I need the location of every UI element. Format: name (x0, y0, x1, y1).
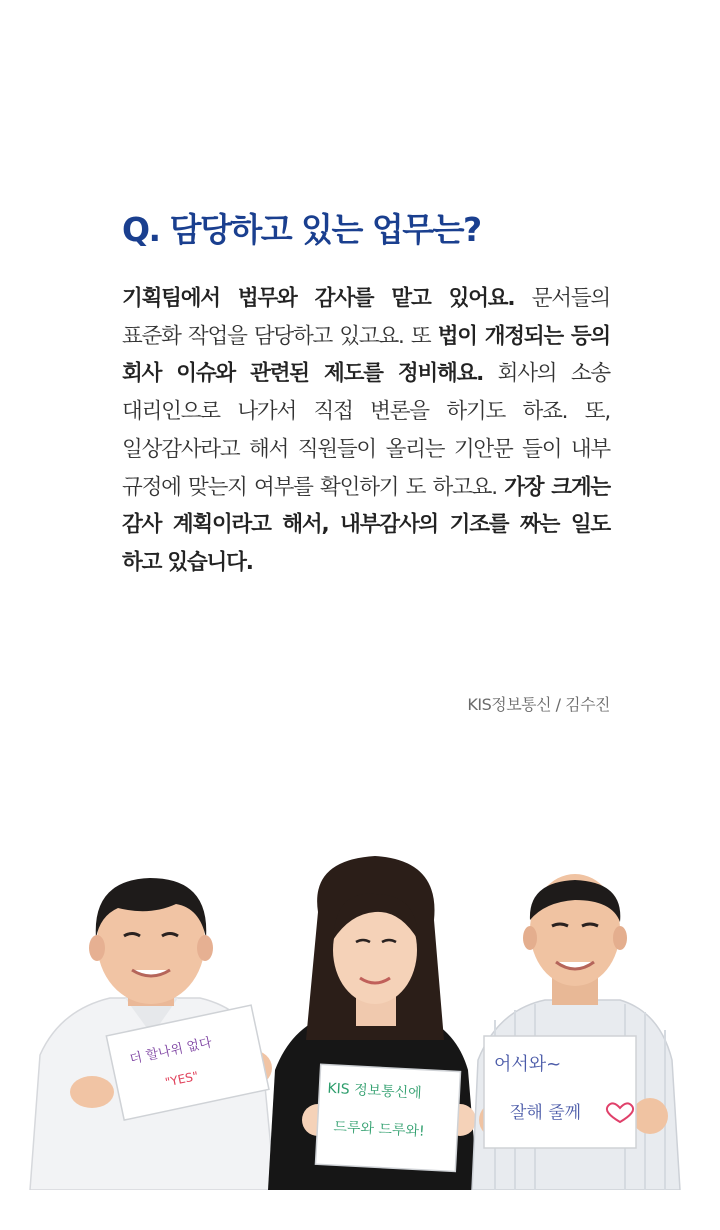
answer-text-2: 회사의 소송 대리인으로 나가서 직접 변론을 하기도 하죠. 또, 일상감사라고 해서 직원들이 올리는 기안문 들이 내부 규정에 맞는지 여부를 확인하기 도 하고요. (122, 361, 610, 500)
question-heading: Q. 담당하고 있는 업무는? (122, 210, 481, 249)
answer-text-1: 문서들의 표준화 작업을 담당하고 있고요. 또 (122, 286, 610, 349)
sign-left-line2: "YES" (163, 1068, 200, 1090)
sign-right-line1: 어서와~ (494, 1054, 562, 1075)
sign-left-line1: 더 할나위 없다 (128, 1035, 214, 1068)
sign-right-line2: 잘해 줄께 (510, 1103, 582, 1123)
answer-paragraph (122, 280, 610, 582)
sign-right (484, 1036, 636, 1148)
bottom-whitespace (0, 1190, 720, 1230)
answer-bold-2: 법이 개정되는 등의 회사 이슈와 관련된 제도를 정비해요. (122, 323, 610, 387)
author-credit: KIS정보통신 / 김수진 (467, 695, 610, 714)
staff-photo (0, 820, 720, 1190)
qa-section (122, 200, 610, 582)
sign-middle-line1: KIS 정보통신에 (327, 1080, 423, 1102)
answer-bold-1: 기획팀에서 법무와 감사를 맡고 있어요. (122, 286, 515, 311)
answer-bold-3: 가장 크게는 감사 계획이라고 해서, 내부감사의 기조를 짜는 일도 하고 있습니다. (122, 474, 610, 575)
sign-middle-line2: 드루와 드루와! (333, 1119, 425, 1140)
sign-middle (315, 1064, 460, 1171)
